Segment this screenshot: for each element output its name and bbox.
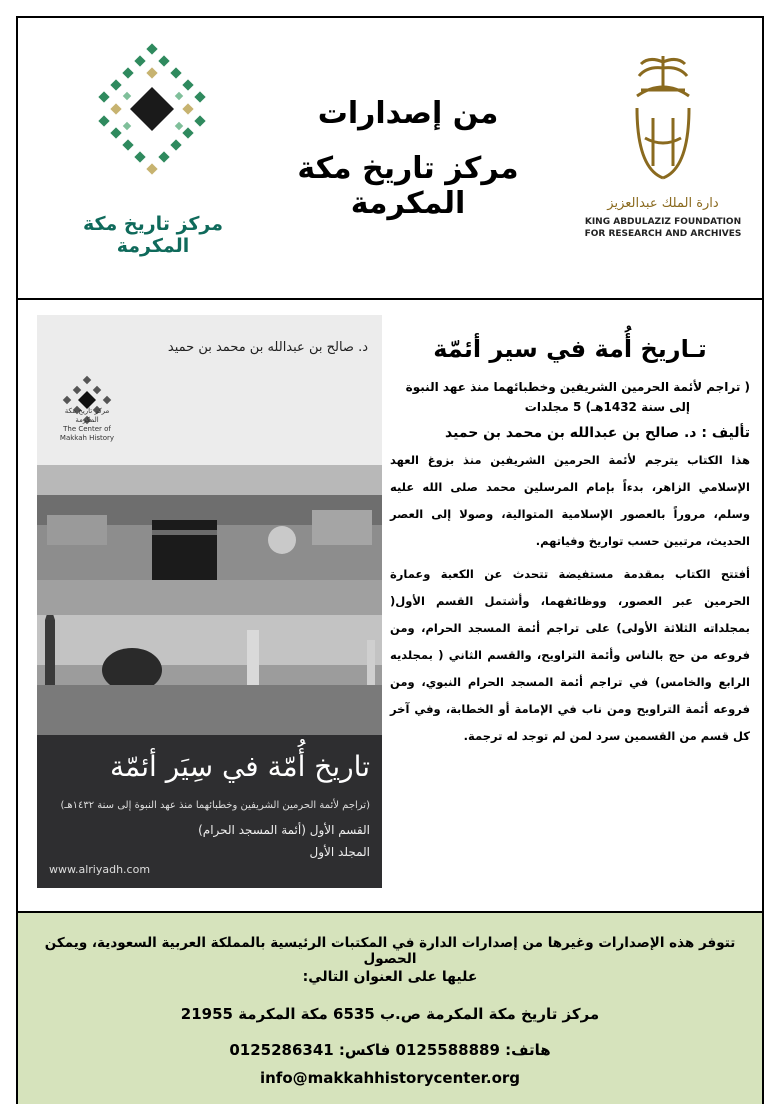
makkah-history-center-logo: [58, 43, 248, 257]
footer-email-link[interactable]: info@makkahhistorycenter.org: [259, 1069, 521, 1087]
book-description-2: أفتتح الكتاب بمقدمة مستفيضة تتحدث عن الكعبة وعمارة الحرمين عبر العصور، ووظائفهما، وأشتمل القسم الأول( بمجلداته الثلاثة الأولى) على تراجم أئمة المسجد الحرام، ومن فروعه من حج بالناس وأئمة التراويح، والقسم الثاني ( بمجلديه الرابع والخامس) في تراجم أئمة المسجد الحرام النبوي، ومن فروعه أئمة التراويح ومن ناب في الإمامة أو الخطابة، وفي آخر كل قسم من القسمين سرد لمن لم توجد له ترجمة.: [390, 567, 750, 743]
diamond-mosaic-icon: [96, 43, 210, 203]
availability-footer: [18, 911, 762, 1104]
prophets-mosque-photo: [37, 615, 382, 735]
footer-postal-address: مركز تاريخ مكة المكرمة ص.ب 6535 مكة المكرمة 21955: [180, 1005, 600, 1023]
darah-logo-arabic: دارة الملك عبدالعزيز: [607, 196, 719, 211]
book-author: تأليف : د. صالح بن عبدالله بن محمد بن حميد: [445, 425, 750, 441]
darah-logo-english: [578, 216, 748, 240]
flyer-header: [18, 18, 762, 300]
book-section: [18, 300, 762, 910]
book-cover-image: [37, 315, 382, 888]
header-title-line1: من إصدارات: [317, 96, 499, 131]
footer-availability-text: تتوفر هذه الإصدارات وغيرها من إصدارات الدارة في المكتبات الرئيسية بالمملكة العربية السعودية، ويمكن الحصول: [44, 935, 736, 967]
book-description-1: هذا الكتاب يترجم لأئمة الحرمين الشريفين منذ بزوغ العهد الإسلامي الزاهر، بدءاً بإمام المرسلين محمد صلى الله عليه وسلم، مروراً بالعصور الإسلامية المتوالية، وصولا إلى العصر الحديث، مرتبين حسب تواريخ وفياتهم.: [390, 453, 750, 548]
kaaba-photo: [37, 465, 382, 615]
book-subtitle-line2: إلى سنة 1432هـ) 5 مجلدات: [524, 400, 690, 414]
darah-logo-english-line2: FOR RESEARCH AND ARCHIVES: [584, 229, 742, 239]
footer-address-intro: عليها على العنوان التالي:: [302, 969, 478, 985]
cover-title: تاريخ أُمّة في سِيَر أئمّة: [110, 750, 370, 783]
footer-phone-fax: هاتف: 0125588889 فاكس: 0125286341: [229, 1041, 551, 1059]
king-abdulaziz-foundation-logo: [578, 48, 748, 248]
flyer-frame: [16, 16, 764, 1104]
darah-logo-english-line1: KING ABDULAZIZ FOUNDATION: [584, 217, 742, 227]
cover-logo-text-ar: مركز تاريخ مكة المكرمة: [64, 407, 110, 424]
header-title: [258, 96, 558, 221]
book-subtitle-line1: ( تراجم لأئمة الحرمين الشريفين وخطبائهما منذ عهد النبوة: [405, 380, 750, 394]
cover-url: www.alriyadh.com: [49, 863, 151, 876]
cover-part: القسم الأول (أئمة المسجد الحرام): [198, 823, 370, 837]
cover-volume: المجلد الأول: [309, 845, 370, 859]
mhc-logo-text: مركز تاريخ مكة المكرمة: [82, 213, 224, 257]
cover-subtitle: (تراجم لأئمة الحرمين الشريفين وخطبائهما منذ عهد النبوة إلى سنة ١٤٣٢هـ): [60, 800, 370, 811]
cover-logo-text: [55, 407, 119, 443]
cover-logo-text-en: The Center of Makkah History: [59, 425, 115, 442]
header-title-line2: مركز تاريخ مكة المكرمة: [297, 151, 519, 221]
cover-author: د. صالح بن عبدالله بن محمد بن حميد: [167, 340, 368, 355]
book-title: تـاريخ أُمة في سير أئمّة: [433, 335, 707, 363]
palm-swords-emblem-icon: [603, 48, 723, 193]
book-details: [390, 315, 750, 750]
